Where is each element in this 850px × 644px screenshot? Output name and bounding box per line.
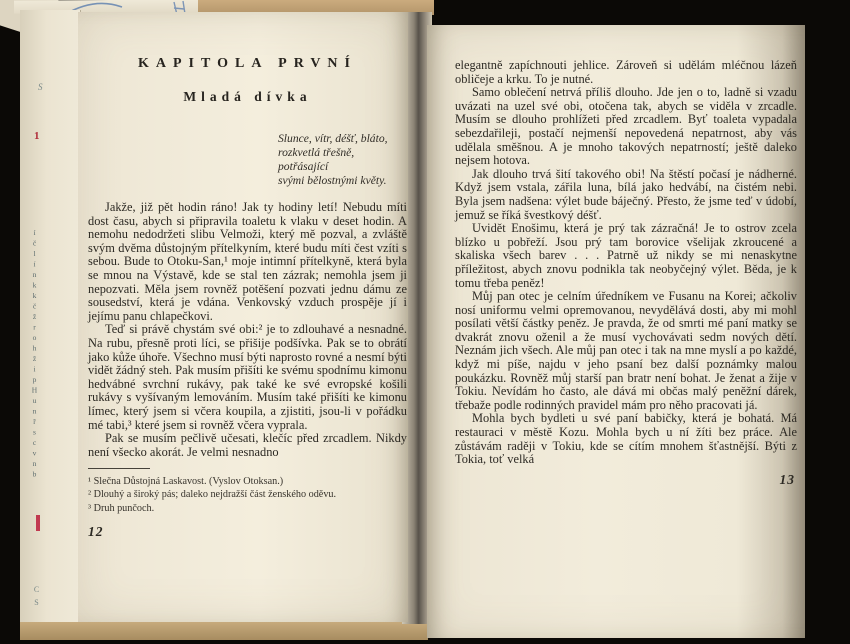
- page-edge-strip: [20, 10, 81, 622]
- left-page-column: [88, 12, 407, 540]
- page-number-left: 12: [88, 523, 104, 539]
- edge-faint-letter: S: [38, 82, 43, 92]
- edge-red-numeral: 1: [34, 130, 40, 142]
- paragraph: Teď si právě chystám své obi:² je to zdlouhavé a nesnadné. Na rubu, přesně proti líci, se přišije podšívka. Pak se to obrátí jako kůže úhoře. Všechno musí býti naprosto rovné a nesmí býti vidět žádný steh. Pak musím přišíti ke svému spodnímu kimonu hedvábné svrchní rukávy, pak také ke své evropské košili rukávy s vyšívaným lemováním. Musím také přišíti ke kimonu límec, který jsem si včera koupila, a zjistiti, jsou-li v pořádku mé tabi,³ které jsem si rovněž včera vyprala.: [88, 322, 407, 432]
- paragraph: Uvidět Enošimu, která je prý tak zázračná! Je to ostrov zcela blízko u pobřeží. Jsou prý tam borovice všelijak zkroucené a skaliska všech barev . . . Patrně už nikdy se mi nenaskytne příležitost, abych znovu podnikla tak neobyčejný výlet. Běda, je k tomu třeba peněz!: [455, 221, 797, 290]
- epigraph-line: Slunce, vítr, déšť, bláto,: [278, 132, 388, 145]
- chapter-title: KAPITOLA PRVNÍ: [138, 56, 357, 71]
- right-page: [427, 25, 805, 638]
- left-page: [78, 12, 408, 622]
- edge-showthrough-text: íčlínkkčžrohžipHunřscvnb: [30, 228, 39, 480]
- epigraph-line: svými bělostnými květy.: [278, 174, 387, 187]
- paragraph: Jak dlouho trvá šití takového obi! Na štěstí počasí je nádherné. Když jsem vstala, zářila luna, bílá jako hedvábí, na čistém nebi. Byla jsem nadšena: výlet bude báječný. Přesto, že jsme teď v údobí, jemuž se říká švestkový déšť.: [455, 166, 797, 222]
- footnote: ² Dlouhý a široký pás; daleko nejdražší část ženského oděvu.: [88, 489, 337, 501]
- paragraph: Můj pan otec je celním úředníkem ve Fusanu na Korei; ačkoliv nosí uniformu velmi opremovanou, nevydělává dosti, aby mi mohl posílati větší částky peněz. Je pravda, že od smrti mé paní matky se dvakrát znovu oženil a že musí vychovávati sedm nových dětí. Neznám jich všech. Ale můj pan otec i tak na mne myslí a po každé, když mi píše, najdu v jeho psaní bez další poznámky malou poukázku. Rovněž můj starší pan bratr není bohat. Je ženat a žije v Tokiu. Nevídám ho často, ale dává mi občas malý peněžní dárek, třebaže podle rodinných pravidel mám pro něho pracovati já.: [455, 289, 797, 412]
- page-number-right: 13: [779, 471, 795, 487]
- footnote-rule: [88, 468, 150, 469]
- footnotes: [88, 475, 407, 515]
- footnote: ¹ Slečna Důstojná Laskavost. (Vyslov Otoksan.): [88, 476, 284, 488]
- bottom-book-block-edge: [20, 621, 428, 640]
- paragraph: Samo oblečení netrvá příliš dlouho. Jde jen o to, ladně si vzadu uvázati na uzel své obi, otočena tak, abych se viděla v zrcadle. Musím se dlouho prohlížeti před zrcadlem. Byť toaleta vypadala sebezdařileji, postačí nejmenší nepovedená nepatrnost, aby vás udělala směšnou. A je mnoho takových nepatrností; ještě daleko nejsem hotova.: [455, 85, 797, 168]
- epigraph-line: rozkvetlá třešně, potřásající: [278, 146, 355, 173]
- paragraph: elegantně zapíchnouti jehlice. Zároveň si udělám mléčnou lázeň obličeje a krku. To je nutné.: [455, 58, 797, 86]
- right-page-body: [455, 59, 797, 467]
- footnote: ³ Druh punčoch.: [88, 502, 155, 514]
- paragraph: Jakže, již pět hodin ráno! Jak ty hodiny letí! Nebudu míti dost času, abych si připravila toaletu k vlaku v deset hodin. A nemohu nedodržeti slibu Velmoži, který mě pozval, a zvláště svým dvěma důstojným přítelkyním, které budu míti čest vzíti s sebou. Bude to Otoku-San,¹ moje intimní přítelkyně, která byla se mnou na Výstavě, kde se stal ten zázrak; nemohla jsem ji nepozvati. Měla jsem rovněž potěšení pozvati jednu dámu ze sousedství, která je vdána. Venkovský vzduch prospěje jí i jejímu panu chlapečkovi.: [88, 200, 407, 323]
- paragraph: Mohla bych bydleti u své paní babičky, která je bohatá. Má restauraci v městě Kozu. Mohla bych u ní žíti bez práce. Ale zůstávám raději v Tokiu, kde se cítím mnohem šťastnější. Býti z Tokia, toť velká: [455, 411, 797, 467]
- paragraph: Pak se musím pečlivě učesati, klečíc před zrcadlem. Nikdy není všecko akorát. Je velmi nesnadno: [88, 431, 407, 459]
- epigraph: [278, 132, 407, 188]
- right-page-column: [455, 46, 797, 488]
- edge-red-stamp: [36, 515, 40, 531]
- chapter-subtitle: Mladá dívka: [183, 89, 312, 104]
- left-page-body: [88, 201, 407, 459]
- edge-bottom-letters: CS: [32, 585, 41, 611]
